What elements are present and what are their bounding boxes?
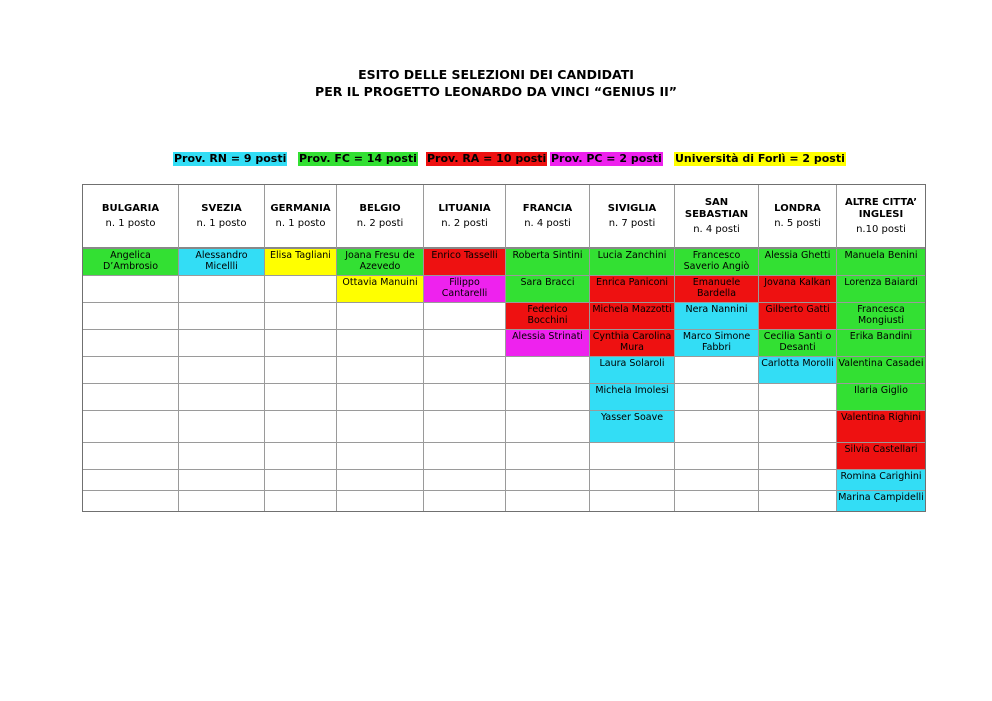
empty-cell: [337, 330, 424, 357]
column-header: [424, 185, 506, 249]
empty-cell: [265, 384, 337, 411]
column-header: [83, 185, 179, 249]
column-header-name: SVEZIA: [201, 202, 242, 214]
candidate-name: Roberta Sintini: [506, 249, 589, 275]
candidate-name: Enrica Paniconi: [590, 276, 674, 302]
candidate-name: Erika Bandini: [837, 330, 925, 356]
candidate-name: Alessia Ghetti: [759, 249, 836, 275]
column-header-name: SAN SEBASTIAN: [684, 196, 749, 220]
empty-cell: [179, 443, 265, 470]
legend-prov-pc: Prov. PC = 2 posti: [551, 152, 662, 165]
candidate-cell: [590, 384, 675, 411]
candidate-cell: [590, 276, 675, 303]
table-body: [83, 185, 925, 511]
column-header: [675, 185, 759, 249]
candidate-cell: [675, 330, 759, 357]
candidate-cell: [837, 276, 925, 303]
candidate-name: Silvia Castellari: [837, 443, 925, 469]
candidate-cell: [759, 249, 837, 276]
empty-cell: [265, 491, 337, 511]
empty-cell: [759, 470, 837, 491]
candidate-cell: [590, 303, 675, 330]
candidate-name: Marina Campidelli: [837, 491, 925, 511]
empty-cell: [179, 330, 265, 357]
column-header: [506, 185, 590, 249]
legend-prov-rn: Prov. RN = 9 posti: [174, 152, 287, 165]
column-header-posts: n. 4 posti: [524, 217, 571, 229]
empty-cell: [590, 491, 675, 511]
candidate-name: Angelica D’Ambrosio: [83, 249, 178, 275]
empty-cell: [424, 443, 506, 470]
empty-cell: [675, 411, 759, 443]
empty-cell: [179, 276, 265, 303]
empty-cell: [337, 303, 424, 330]
empty-cell: [759, 443, 837, 470]
column-header-posts: n.10 posti: [856, 223, 906, 235]
empty-cell: [83, 303, 179, 330]
candidate-name: Alessandro Micellli: [179, 249, 264, 275]
candidate-name: Lucia Zanchini: [590, 249, 674, 275]
candidate-name: Cecilia Santi o Desanti: [759, 330, 836, 356]
candidate-name: Michela Mazzotti: [590, 303, 674, 329]
column-header-posts: n. 2 posti: [356, 217, 404, 229]
empty-cell: [265, 330, 337, 357]
column-header: [337, 185, 424, 249]
document-title-line-2: PER IL PROGETTO LEONARDO DA VINCI “GENIUS II”: [315, 84, 677, 99]
candidate-name: Francesca Mongiusti: [837, 303, 925, 329]
empty-cell: [506, 491, 590, 511]
empty-cell: [424, 330, 506, 357]
candidate-cell: [837, 384, 925, 411]
column-header: [590, 185, 675, 249]
candidate-name: Michela Imolesi: [590, 384, 674, 410]
empty-cell: [265, 443, 337, 470]
empty-cell: [179, 411, 265, 443]
empty-cell: [179, 384, 265, 411]
table-row: [83, 384, 925, 411]
empty-cell: [179, 470, 265, 491]
candidate-name: Carlotta Morolli: [759, 357, 836, 383]
candidate-cell: [837, 303, 925, 330]
empty-cell: [759, 384, 837, 411]
table-row: [83, 276, 925, 303]
candidate-name: Sara Bracci: [506, 276, 589, 302]
column-header-name: BELGIO: [359, 202, 401, 214]
empty-cell: [675, 357, 759, 384]
candidate-cell: [506, 276, 590, 303]
empty-cell: [424, 411, 506, 443]
column-header-posts: n. 7 posti: [608, 217, 656, 229]
candidate-name: Gilberto Gatti: [759, 303, 836, 329]
candidate-name: Ottavia Manuini: [337, 276, 423, 302]
table-row: [83, 470, 925, 491]
empty-cell: [337, 443, 424, 470]
candidate-cell: [837, 411, 925, 443]
empty-cell: [83, 357, 179, 384]
candidate-cell: [837, 470, 925, 491]
candidate-cell: [837, 330, 925, 357]
empty-cell: [759, 491, 837, 511]
candidate-name: Enrico Tasselli: [424, 249, 505, 275]
column-header-name: ALTRE CITTA’ INGLESI: [844, 196, 918, 220]
candidate-name: Laura Solaroli: [590, 357, 674, 383]
empty-cell: [265, 276, 337, 303]
empty-cell: [506, 357, 590, 384]
candidate-cell: [590, 249, 675, 276]
candidate-cell: [837, 357, 925, 384]
table-row: [83, 443, 925, 470]
candidate-name: Valentina Righini: [837, 411, 925, 442]
column-header-name: LITUANIA: [438, 202, 491, 214]
empty-cell: [83, 491, 179, 511]
table-row: [83, 411, 925, 443]
empty-cell: [506, 470, 590, 491]
candidate-name: Joana Fresu de Azevedo: [337, 249, 423, 275]
table-row: [83, 249, 925, 276]
candidate-name: Jovana Kalkan: [759, 276, 836, 302]
candidate-cell: [837, 443, 925, 470]
column-header-name: GERMANIA: [270, 202, 331, 214]
empty-cell: [675, 384, 759, 411]
empty-cell: [424, 384, 506, 411]
empty-cell: [424, 357, 506, 384]
legend-prov-fc: Prov. FC = 14 posti: [299, 152, 417, 165]
table-header-row: [83, 185, 925, 249]
candidate-cell: [590, 357, 675, 384]
empty-cell: [337, 470, 424, 491]
column-header-posts: n. 1 posto: [275, 217, 326, 229]
column-header-name: FRANCIA: [522, 202, 573, 214]
candidate-name: Romina Carighini: [837, 470, 925, 490]
candidate-name: Valentina Casadei: [837, 357, 925, 383]
empty-cell: [265, 357, 337, 384]
candidates-table: [82, 184, 926, 512]
column-header-posts: n. 1 posto: [105, 217, 156, 229]
candidate-cell: [675, 303, 759, 330]
candidate-name: Ilaria Giglio: [837, 384, 925, 410]
empty-cell: [83, 411, 179, 443]
candidate-cell: [179, 249, 265, 276]
column-header: [265, 185, 337, 249]
empty-cell: [83, 470, 179, 491]
candidate-cell: [506, 330, 590, 357]
column-header: [837, 185, 925, 249]
candidate-cell: [759, 303, 837, 330]
empty-cell: [337, 357, 424, 384]
document-title-line-1: ESITO DELLE SELEZIONI DEI CANDIDATI: [358, 67, 634, 82]
empty-cell: [506, 443, 590, 470]
column-header-posts: n. 4 posti: [693, 223, 740, 235]
candidate-cell: [424, 276, 506, 303]
empty-cell: [179, 357, 265, 384]
candidate-name: Cynthia Carolina Mura: [590, 330, 674, 356]
table-row: [83, 330, 925, 357]
table-row: [83, 303, 925, 330]
empty-cell: [179, 303, 265, 330]
candidate-cell: [759, 357, 837, 384]
empty-cell: [675, 470, 759, 491]
empty-cell: [265, 470, 337, 491]
candidate-cell: [424, 249, 506, 276]
candidate-name: Manuela Benini: [837, 249, 925, 275]
candidate-cell: [83, 249, 179, 276]
empty-cell: [424, 470, 506, 491]
table-row: [83, 491, 925, 511]
empty-cell: [265, 303, 337, 330]
empty-cell: [337, 384, 424, 411]
candidate-cell: [506, 303, 590, 330]
candidate-cell: [590, 411, 675, 443]
candidate-cell: [675, 276, 759, 303]
column-header-posts: n. 5 posti: [774, 217, 821, 229]
candidate-name: Alessia Strinati: [506, 330, 589, 356]
candidate-cell: [506, 249, 590, 276]
candidate-name: Lorenza Baiardi: [837, 276, 925, 302]
candidate-cell: [759, 276, 837, 303]
candidate-name: Federico Bocchini: [506, 303, 589, 329]
candidate-cell: [337, 276, 424, 303]
candidate-cell: [675, 249, 759, 276]
empty-cell: [424, 491, 506, 511]
table-row: [83, 357, 925, 384]
legend-universita-forli: Università di Forlì = 2 posti: [675, 152, 845, 165]
empty-cell: [83, 330, 179, 357]
empty-cell: [83, 443, 179, 470]
column-header-name: BULGARIA: [101, 202, 160, 214]
candidate-cell: [265, 249, 337, 276]
column-header-posts: n. 1 posto: [196, 217, 247, 229]
empty-cell: [590, 443, 675, 470]
empty-cell: [759, 411, 837, 443]
empty-cell: [424, 303, 506, 330]
column-header: [759, 185, 837, 249]
column-header-name: SIVIGLIA: [607, 202, 657, 214]
candidate-name: Nera Nannini: [675, 303, 758, 329]
candidate-name: Marco Simone Fabbri: [675, 330, 758, 356]
empty-cell: [179, 491, 265, 511]
candidate-cell: [759, 330, 837, 357]
empty-cell: [506, 411, 590, 443]
candidate-name: Yasser Soave: [590, 411, 674, 442]
candidate-cell: [837, 249, 925, 276]
candidate-name: Francesco Saverio Angiò: [675, 249, 758, 275]
empty-cell: [83, 384, 179, 411]
empty-cell: [675, 443, 759, 470]
candidate-name: Filippo Cantarelli: [424, 276, 505, 302]
empty-cell: [83, 276, 179, 303]
candidate-name: Emanuele Bardella: [675, 276, 758, 302]
column-header-posts: n. 2 posti: [441, 217, 488, 229]
empty-cell: [506, 384, 590, 411]
empty-cell: [337, 411, 424, 443]
column-header: [179, 185, 265, 249]
empty-cell: [337, 491, 424, 511]
empty-cell: [265, 411, 337, 443]
candidate-name: Elisa Tagliani: [265, 249, 336, 275]
candidate-cell: [837, 491, 925, 511]
legend-prov-ra: Prov. RA = 10 posti: [427, 152, 547, 165]
candidate-cell: [337, 249, 424, 276]
empty-cell: [675, 491, 759, 511]
empty-cell: [590, 470, 675, 491]
column-header-name: LONDRA: [774, 202, 821, 214]
candidate-cell: [590, 330, 675, 357]
